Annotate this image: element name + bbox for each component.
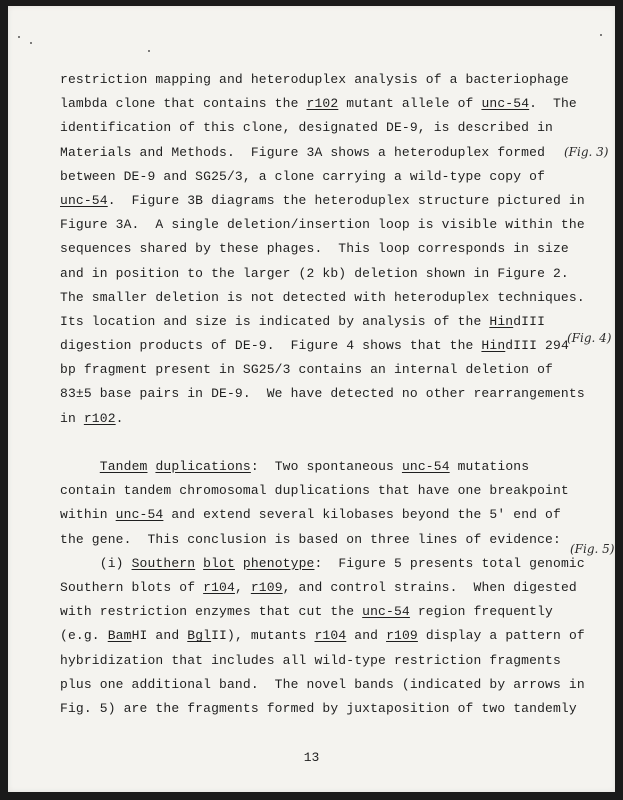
text-line (60, 68, 569, 92)
underlined-term: Hin (481, 338, 506, 354)
scan-speck (18, 36, 20, 38)
underlined-term: Hin (489, 313, 514, 329)
text-run: Materials and Methods. Figure 3A shows a heteroduplex formed (60, 144, 546, 160)
underlined-term: Bgl (187, 628, 212, 644)
text-line (60, 552, 585, 576)
text-run: restriction mapping and heteroduplex analysis of a bacteriophage (60, 72, 569, 87)
text-run: Figure 3A. A single deletion/insertion loop is visible within the (60, 217, 585, 233)
text-run: , and control strains. When digested (282, 579, 577, 595)
body-text (60, 68, 585, 721)
text-line (60, 358, 560, 382)
margin-note-fig-5: (Fig. 5) (570, 542, 615, 556)
text-run: between DE-9 and SG25/3, a clone carrying a wild-type copy of (60, 168, 546, 184)
text-run: bp fragment present in SG25/3 contains an internal deletion of (60, 362, 553, 378)
text-run: with restriction enzymes that cut the (60, 604, 363, 620)
text-run: II), mutants (211, 628, 315, 644)
text-line (60, 141, 560, 165)
text-run: . Figure 3B diagrams the heteroduplex structure pictured in (107, 192, 585, 208)
text-line (60, 600, 560, 624)
text-line (60, 382, 585, 406)
text-run: mutations (449, 459, 530, 474)
underlined-term: unc-54 (481, 96, 530, 112)
text-run: 83±5 base pairs in DE-9. We have detected no other rearrangements (60, 386, 585, 402)
text-run: Southern blots of (60, 579, 204, 595)
scan-speck (600, 34, 602, 36)
page-number: 13 (303, 750, 320, 765)
text-run: : Figure 5 presents total genomic (314, 555, 585, 571)
text-run (195, 556, 203, 571)
underlined-term: r109 (250, 579, 283, 595)
text-line (60, 310, 560, 334)
underlined-term: unc-54 (60, 192, 108, 208)
text-run: display a pattern of (417, 628, 585, 644)
text-run: HI and (131, 628, 188, 644)
text-run: mutant allele of (338, 96, 482, 112)
underlined-term: r109 (386, 628, 418, 644)
text-line (60, 624, 585, 648)
text-line (60, 286, 585, 310)
text-run: within (60, 507, 116, 523)
text-run: sequences shared by these phages. This loop corresponds in size (60, 241, 569, 257)
underlined-term: r104 (203, 579, 235, 595)
text-run (235, 556, 243, 571)
text-run: and in position to the larger (2 kb) deletion shown in Figure 2. (60, 265, 569, 281)
underlined-term: Bam (107, 628, 132, 644)
text-run: . (115, 410, 124, 426)
document-page (8, 6, 615, 792)
text-run: , (234, 579, 251, 595)
underlined-term: unc-54 (401, 459, 450, 474)
text-line (60, 576, 577, 600)
scan-speck (30, 42, 32, 44)
scan-speck (148, 50, 150, 52)
text-run: digestion products of DE-9. Figure 4 shows that the (60, 338, 482, 354)
underlined-term: unc-54 (362, 604, 410, 620)
text-run: dIII 294 (505, 338, 569, 354)
text-line (60, 116, 560, 140)
text-line (60, 213, 585, 237)
paragraph-gap (60, 431, 560, 455)
text-line (60, 165, 560, 189)
text-run: lambda clone that contains the (60, 96, 307, 112)
text-line (60, 189, 585, 213)
underlined-term: phenotype (242, 555, 315, 571)
underlined-term: r102 (83, 410, 116, 426)
text-run: contain tandem chromosomal duplications that have one breakpoint (60, 483, 569, 499)
text-line (60, 407, 560, 431)
text-line (60, 479, 569, 503)
text-run: : Two spontaneous (250, 459, 402, 474)
text-run: (e.g. (60, 628, 108, 644)
underlined-term: duplications (155, 459, 251, 474)
underlined-term: r104 (314, 628, 347, 644)
text-run: and (346, 628, 387, 644)
text-line (60, 528, 560, 552)
text-line (60, 237, 569, 261)
text-run (60, 459, 100, 474)
text-run: the gene. This conclusion is based on three lines of evidence: (60, 531, 561, 547)
text-run: dIII (513, 313, 546, 329)
text-line (60, 262, 569, 286)
text-run: (i) (60, 555, 132, 571)
text-run: identification of this clone, designated DE-9, is described in (60, 120, 553, 136)
text-run: plus one additional band. The novel bands (indicated by arrows in (60, 676, 585, 692)
text-line (60, 92, 577, 116)
text-run: region frequently (409, 604, 553, 620)
text-line (60, 455, 560, 479)
underlined-term: Tandem (99, 459, 148, 474)
text-line (60, 697, 577, 721)
text-line (60, 649, 560, 673)
text-line (60, 503, 560, 527)
text-run: and extend several kilobases beyond the 5' end of (163, 507, 561, 523)
text-run: hybridization that includes all wild-type restriction fragments (60, 652, 561, 668)
text-run: The smaller deletion is not detected with heteroduplex techniques. (60, 289, 585, 305)
underlined-term: blot (203, 555, 235, 571)
margin-note-fig-3: (Fig. 3) (564, 145, 609, 159)
text-run: Its location and size is indicated by analysis of the (60, 313, 490, 329)
text-run: . The (529, 96, 577, 112)
text-line (60, 673, 585, 697)
text-run: Fig. 5) are the fragments formed by juxtaposition of two tandemly (60, 700, 577, 716)
text-line (60, 334, 569, 358)
margin-note-fig-4: (Fig. 4) (567, 331, 612, 345)
underlined-term: r102 (306, 96, 339, 112)
text-run: in (60, 410, 84, 426)
underlined-term: Southern (131, 555, 196, 571)
underlined-term: unc-54 (115, 507, 164, 523)
